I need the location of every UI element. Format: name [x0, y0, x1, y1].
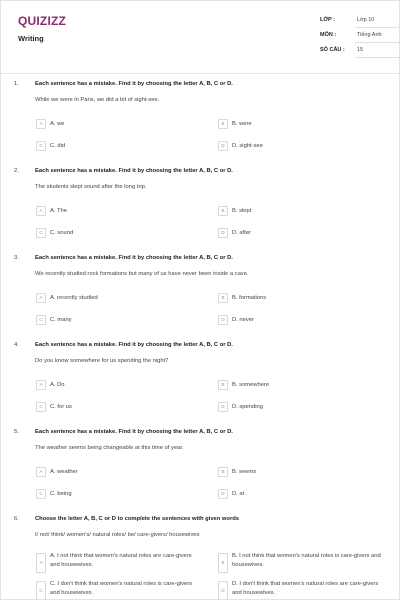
question-sentence: I/ not/ think/ women's/ natural roles/ be/ care-givers/ housewives [35, 532, 200, 538]
meta-class-value: Lớp 10 [357, 17, 375, 23]
meta-count-label: SỐ CÂU : [320, 47, 345, 53]
question-instruction: Each sentence has a mistake. Find it by choosing the letter A, B, C or D. [35, 342, 233, 348]
option-text: B. formations [232, 295, 267, 301]
option-letter-box: D [218, 141, 228, 151]
question-number: 5. [14, 429, 19, 435]
option-letter-box: C [36, 228, 46, 238]
question-instruction: Each sentence has a mistake. Find it by choosing the letter A, B, C or D. [35, 255, 233, 261]
option-letter-box: D [218, 402, 228, 412]
question-instruction: Choose the letter A, B, C or D to complete the sentences with given words [35, 516, 239, 522]
meta-subject-label: MÔN : [320, 32, 337, 38]
option-text: C. many [50, 317, 72, 323]
option-text: C. sound [50, 230, 74, 236]
question-instruction: Each sentence has a mistake. Find it by choosing the letter A, B, C or D. [35, 168, 233, 174]
meta-count-underline [355, 57, 400, 58]
meta-subject-underline [355, 42, 400, 43]
option-text: D. I don't think that women's natural roles are care-givers and housewives. [232, 581, 379, 596]
quizizz-logo: QUIZIZZ [18, 14, 67, 28]
option-letter-box: A [36, 553, 46, 573]
question-sentence: The students slept sound after the long trip. [35, 184, 147, 190]
option-letter-box: A [36, 467, 46, 477]
option-letter-box: C [36, 581, 46, 600]
option-letter-box: A [36, 119, 46, 129]
option-letter-box: D [218, 489, 228, 499]
option-letter-box: B [218, 206, 228, 216]
question-number: 1. [14, 81, 19, 87]
meta-subject-value: Tiếng Anh [357, 32, 382, 38]
option-text: C. being [50, 491, 72, 497]
option-text: B. were [232, 121, 252, 127]
option-text: A. Do [50, 382, 65, 388]
option-letter-box: B [218, 553, 228, 573]
option-text: B. slept [232, 208, 252, 214]
question-sentence: While we were in Paris, we did a bit of sight-see. [35, 97, 160, 103]
option-letter-box: D [218, 315, 228, 325]
question-number: 6. [14, 516, 19, 522]
option-text: B. I not think that women's natural roles is care-givers and housewives. [232, 553, 381, 568]
question-number: 2. [14, 168, 19, 174]
question-sentence: We recently studied rock formations but many of us have never been inside a cave. [35, 271, 249, 277]
option-text: C. did [50, 143, 66, 149]
question-sentence: Do you know somewhere for us spending the night? [35, 358, 169, 364]
option-letter-box: D [218, 581, 228, 600]
option-text: D. never [232, 317, 254, 323]
meta-count-value: 15 [357, 47, 364, 53]
option-text: B. seems [232, 469, 257, 475]
option-text: D. spending [232, 404, 263, 410]
option-text: B. somewhere [232, 382, 270, 388]
option-text: A. The [50, 208, 67, 214]
option-text: A. weather [50, 469, 78, 475]
option-letter-box: C [36, 141, 46, 151]
option-text: A. recently studied [50, 295, 98, 301]
option-letter-box: C [36, 315, 46, 325]
question-sentence: The weather seems being changeable at this time of year. [35, 445, 184, 451]
option-text: D. sight-see [232, 143, 263, 149]
worksheet-title: Writing [18, 34, 44, 43]
option-text: D. after [232, 230, 252, 236]
option-text: D. at [232, 491, 245, 497]
option-letter-box: B [218, 380, 228, 390]
meta-class-label: LỚP : [320, 17, 335, 23]
option-letter-box: B [218, 467, 228, 477]
question-number: 3. [14, 255, 19, 261]
option-letter-box: C [36, 402, 46, 412]
option-text: C. I don't think that women's natural roles is care-givers and housewives. [50, 581, 193, 596]
option-letter-box: B [218, 293, 228, 303]
question-number: 4. [14, 342, 19, 348]
option-letter-box: A [36, 206, 46, 216]
option-letter-box: D [218, 228, 228, 238]
question-instruction: Each sentence has a mistake. Find it by choosing the letter A, B, C or D. [35, 429, 233, 435]
option-letter-box: A [36, 293, 46, 303]
option-letter-box: A [36, 380, 46, 390]
question-instruction: Each sentence has a mistake. Find it by choosing the letter A, B, C or D. [35, 81, 233, 87]
meta-class-underline [355, 27, 400, 28]
option-text: A. we [50, 121, 65, 127]
option-text: C. for us [50, 404, 72, 410]
option-text: A. I not think that women's natural roles are care-givers and housewives. [50, 553, 192, 568]
worksheet-header [1, 1, 399, 74]
option-letter-box: B [218, 119, 228, 129]
option-letter-box: C [36, 489, 46, 499]
